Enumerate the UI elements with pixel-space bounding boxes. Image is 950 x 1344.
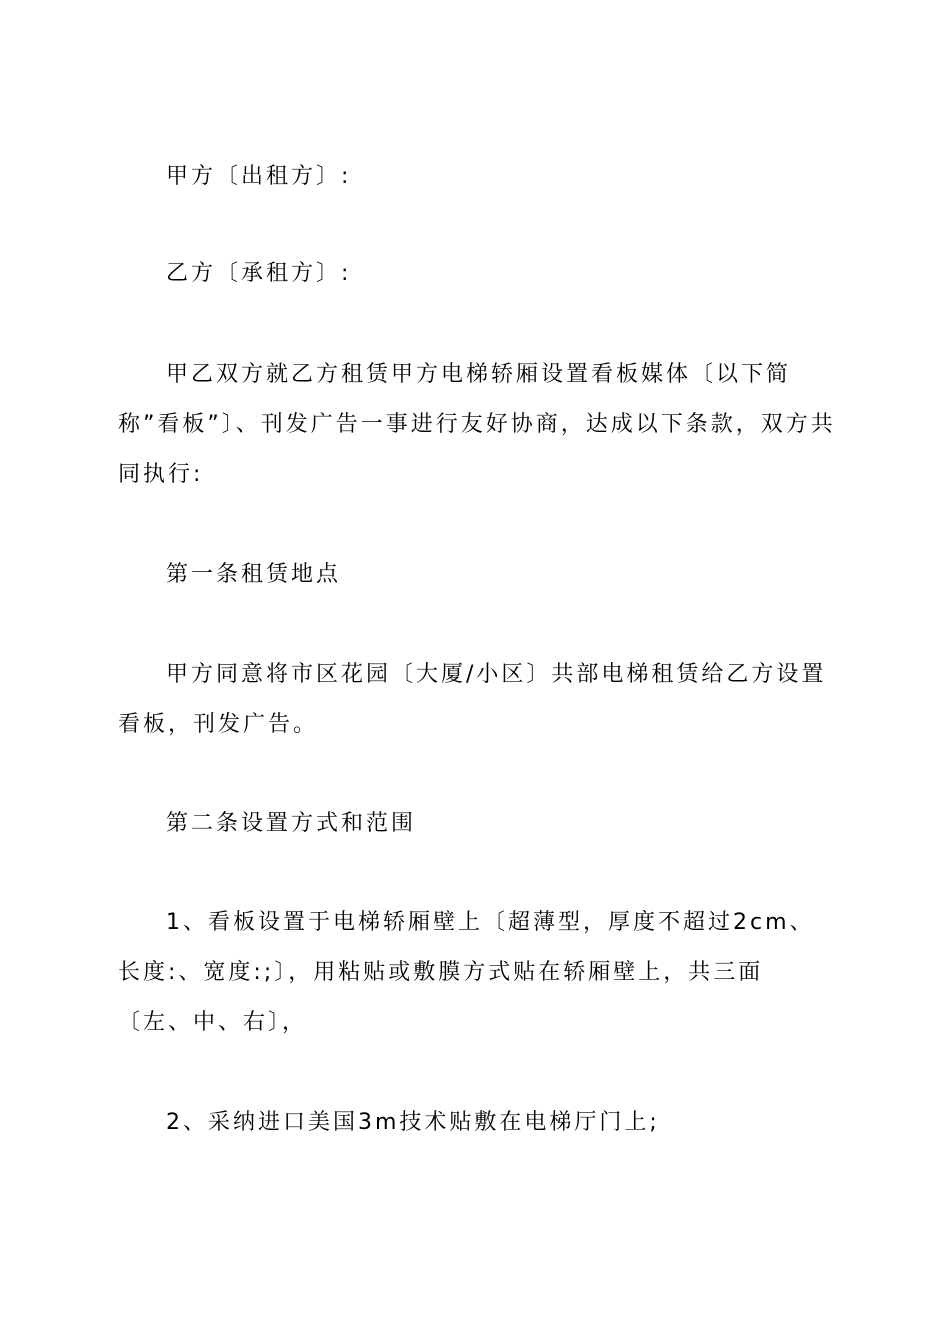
article-2-item-2: 2、采纳进口美国3m技术贴敷在电梯厅门上;	[166, 1110, 660, 1135]
article-2-item-1: 1、看板设置于电梯轿厢壁上〔超薄型，厚度不超过2cm、长度:、宽度:;〕，用粘贴或敷膜方式贴在轿厢壁上，共三面〔左、中、右〕，	[118, 910, 815, 1035]
article-1-heading: 第一条租赁地点	[166, 562, 342, 587]
party-b-line: 乙方〔承租方〕:	[166, 261, 352, 286]
preamble-paragraph: 甲乙双方就乙方租赁甲方电梯轿厢设置看板媒体〔以下简称”看板”〕、刊发广告一事进行友好协商，达成以下条款，双方共同执行:	[118, 362, 836, 487]
article-2-heading: 第二条设置方式和范围	[166, 811, 417, 836]
party-a-line: 甲方〔出租方〕:	[166, 164, 352, 189]
article-1-body: 甲方同意将市区花园〔大厦/小区〕共部电梯租赁给乙方设置看板，刊发广告。	[118, 662, 827, 737]
